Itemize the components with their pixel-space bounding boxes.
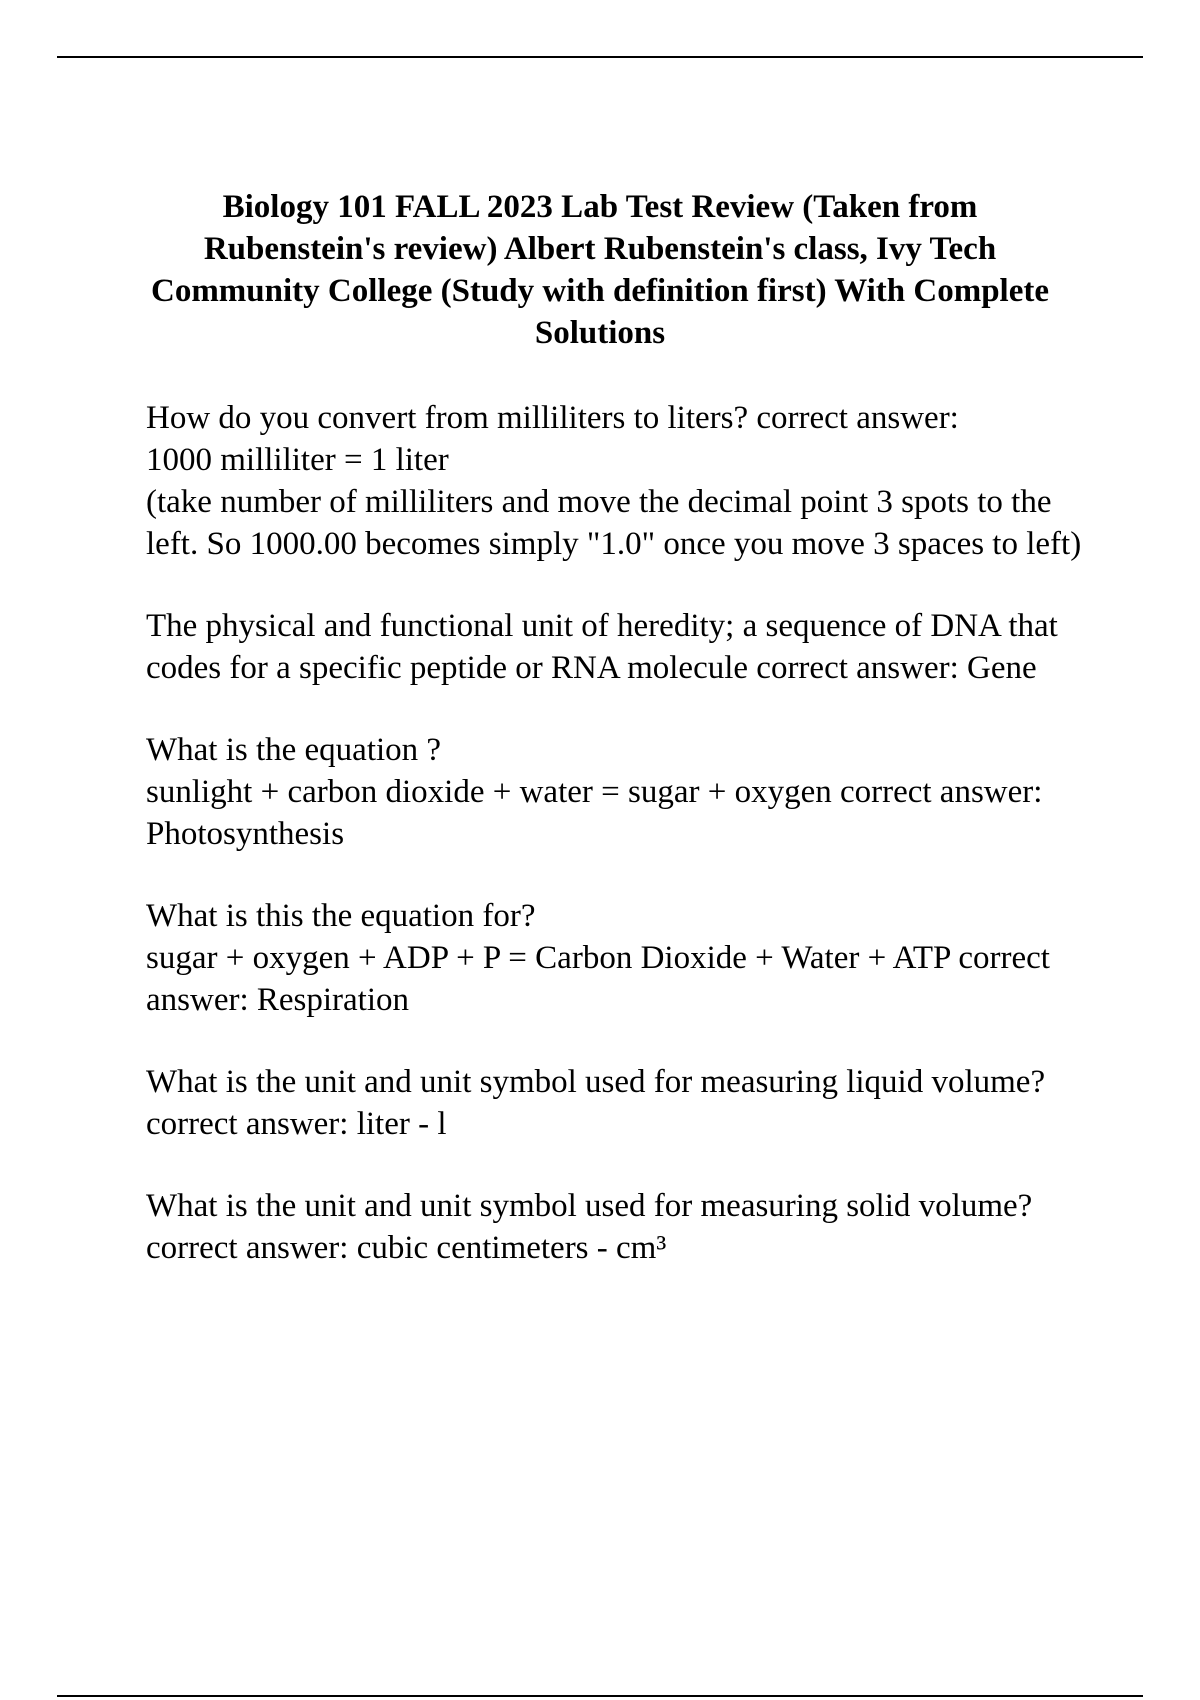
qa-item: What is the equation ? sunlight + carbon dioxide + water = sugar + oxygen correct answer: Photosynthesis <box>146 732 1043 852</box>
qa-list <box>146 397 1106 1309</box>
qa-item: What is the unit and unit symbol used for measuring solid volume? correct answer: cubic centimeters - cm³ <box>146 1188 1033 1266</box>
qa-item: How do you convert from milliliters to liters? correct answer: 1000 milliliter = 1 liter (take number of milliliters and move the decimal point 3 spots to the left. So 1000.00 becomes simply "1.0" once you move 3 spaces to left) <box>146 400 1082 562</box>
top-rule <box>57 56 1143 58</box>
qa-item: What is the unit and unit symbol used for measuring liquid volume? correct answer: liter - l <box>146 1064 1046 1142</box>
qa-item: The physical and functional unit of heredity; a sequence of DNA that codes for a specific peptide or RNA molecule correct answer: Gene <box>146 608 1058 686</box>
bottom-rule <box>57 1695 1143 1697</box>
qa-item: What is this the equation for? sugar + oxygen + ADP + P = Carbon Dioxide + Water + ATP correct answer: Respiration <box>146 898 1050 1018</box>
document-title: Biology 101 FALL 2023 Lab Test Review (Taken from Rubenstein's review) Albert Rubenstein's class, Ivy Tech Community College (Study with definition first) With Complete Solutions <box>150 189 1050 351</box>
